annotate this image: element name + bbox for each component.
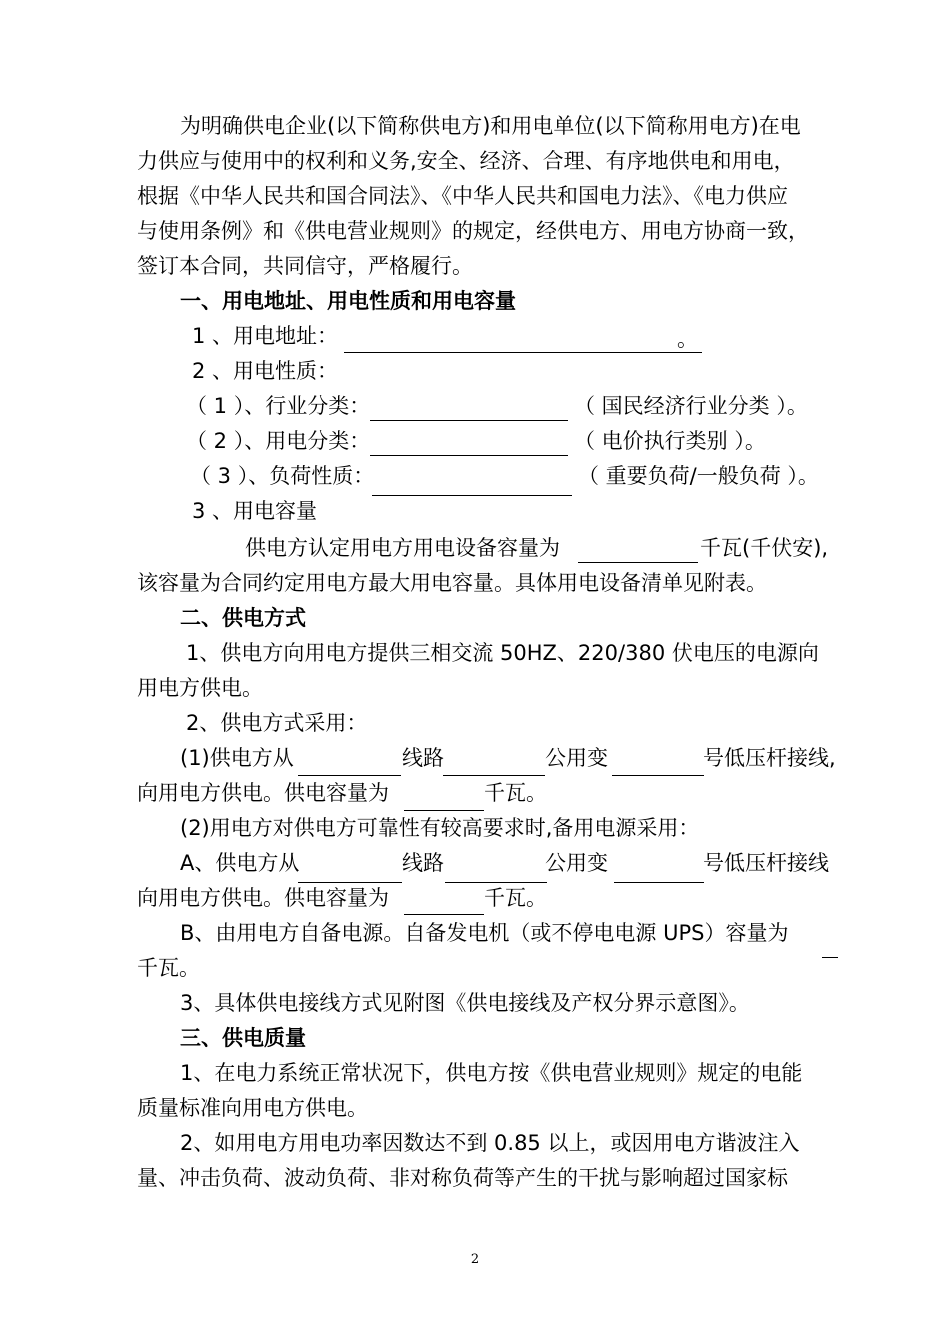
pA-blank-3 (614, 882, 704, 883)
s2-item2-label: 2、供电方式采用： (186, 711, 368, 735)
capacity-blank (578, 562, 698, 563)
p1-blank-2 (443, 775, 545, 776)
intro-line-1: 为明确供电企业(以下简称供电方)和用电单位(以下简称用电方)在电 (180, 114, 801, 138)
p1-from: (1)供电方从 (180, 746, 294, 770)
capacity-line2: 该容量为合同约定用电方最大用电容量。具体用电设备清单见附表。 (137, 571, 767, 595)
section3-heading: 三、供电质量 (180, 1026, 306, 1050)
pA-from: A、供电方从 (180, 851, 300, 875)
p1-blank-1 (298, 775, 401, 776)
section1-heading: 一、用电地址、用电性质和用电容量 (180, 289, 516, 313)
load-blank (372, 495, 572, 496)
pA-line2-b: 千瓦。 (484, 886, 547, 910)
p1-capacity-blank (404, 810, 484, 811)
pA-capacity-blank (404, 914, 484, 915)
usage-blank (370, 455, 568, 456)
p1-line2-b: 千瓦。 (484, 781, 547, 805)
pA-line-word: 线路 (402, 851, 444, 875)
p1-pole: 号低压杆接线, (703, 746, 836, 770)
page-number: 2 (470, 1252, 480, 1267)
capacity-line1-a: 供电方认定用电方用电设备容量为 (245, 536, 560, 560)
industry-note: （ 国民经济行业分类 ）。 (574, 394, 808, 418)
load-note: （ 重要负荷/一般负荷 ）。 (578, 464, 819, 488)
address-end: 。 (677, 327, 698, 351)
pA-blank-1 (298, 882, 402, 883)
usage-label: （ 2 ）、用电分类： (186, 429, 371, 453)
pA-transformer: 公用变 (545, 851, 608, 875)
address-blank (344, 352, 702, 353)
nature-label: 2 、用电性质： (192, 359, 339, 383)
intro-line-4: 与使用条例》和《供电营业规则》的规定，经供电方、用电方协商一致， (137, 219, 809, 243)
pA-pole: 号低压杆接线 (703, 851, 829, 875)
s2-item1-line1: 1、供电方向用电方提供三相交流 50HZ、220/380 伏电压的电源向 (186, 641, 819, 665)
s3-item2-line2: 量、冲击负荷、波动负荷、非对称负荷等产生的干扰与影响超过国家标 (137, 1166, 788, 1190)
usage-note: （ 电价执行类别 ）。 (574, 429, 766, 453)
intro-line-5: 签订本合同，共同信守，严格履行。 (137, 254, 473, 278)
intro-line-2: 力供应与使用中的权利和义务,安全、经济、合理、有序地供电和用电， (137, 149, 795, 173)
industry-blank (370, 420, 568, 421)
load-label: （ 3 ）、负荷性质： (190, 464, 375, 488)
p1-blank-3 (612, 775, 704, 776)
p1-line2-a: 向用电方供电。供电容量为 (137, 781, 389, 805)
s3-item2-line1: 2、如用电方用电功率因数达不到 0.85 以上，或因用电方谐波注入 (180, 1131, 800, 1155)
s3-item1-line1: 1、在电力系统正常状况下，供电方按《供电营业规则》规定的电能 (180, 1061, 803, 1085)
pA-line2-a: 向用电方供电。供电容量为 (137, 886, 389, 910)
capacity-label: 3 、用电容量 (192, 499, 318, 523)
industry-label: （ 1 ）、行业分类： (186, 394, 371, 418)
s3-item1-line2: 质量标准向用电方供电。 (137, 1096, 368, 1120)
pB-line2: 千瓦。 (137, 956, 200, 980)
s2-item1-line2: 用电方供电。 (137, 676, 263, 700)
pB-line1: B、由用电方自备电源。自备发电机（或不停电电源 UPS）容量为 (180, 921, 789, 945)
pB-blank (822, 957, 838, 958)
address-label: 1 、用电地址： (192, 324, 339, 348)
p1-line-word: 线路 (402, 746, 444, 770)
p1-transformer: 公用变 (545, 746, 608, 770)
s2-item3: 3、具体供电接线方式见附图《供电接线及产权分界示意图》。 (180, 991, 750, 1015)
pA-blank-2 (445, 882, 547, 883)
intro-line-3: 根据《中华人民共和国合同法》、《中华人民共和国电力法》、《电力供应 (137, 184, 788, 208)
section2-heading: 二、供电方式 (180, 606, 306, 630)
capacity-line1-b: 千瓦(千伏安), (700, 536, 829, 560)
p2-text: (2)用电方对供电方可靠性有较高要求时,备用电源采用： (180, 816, 700, 840)
